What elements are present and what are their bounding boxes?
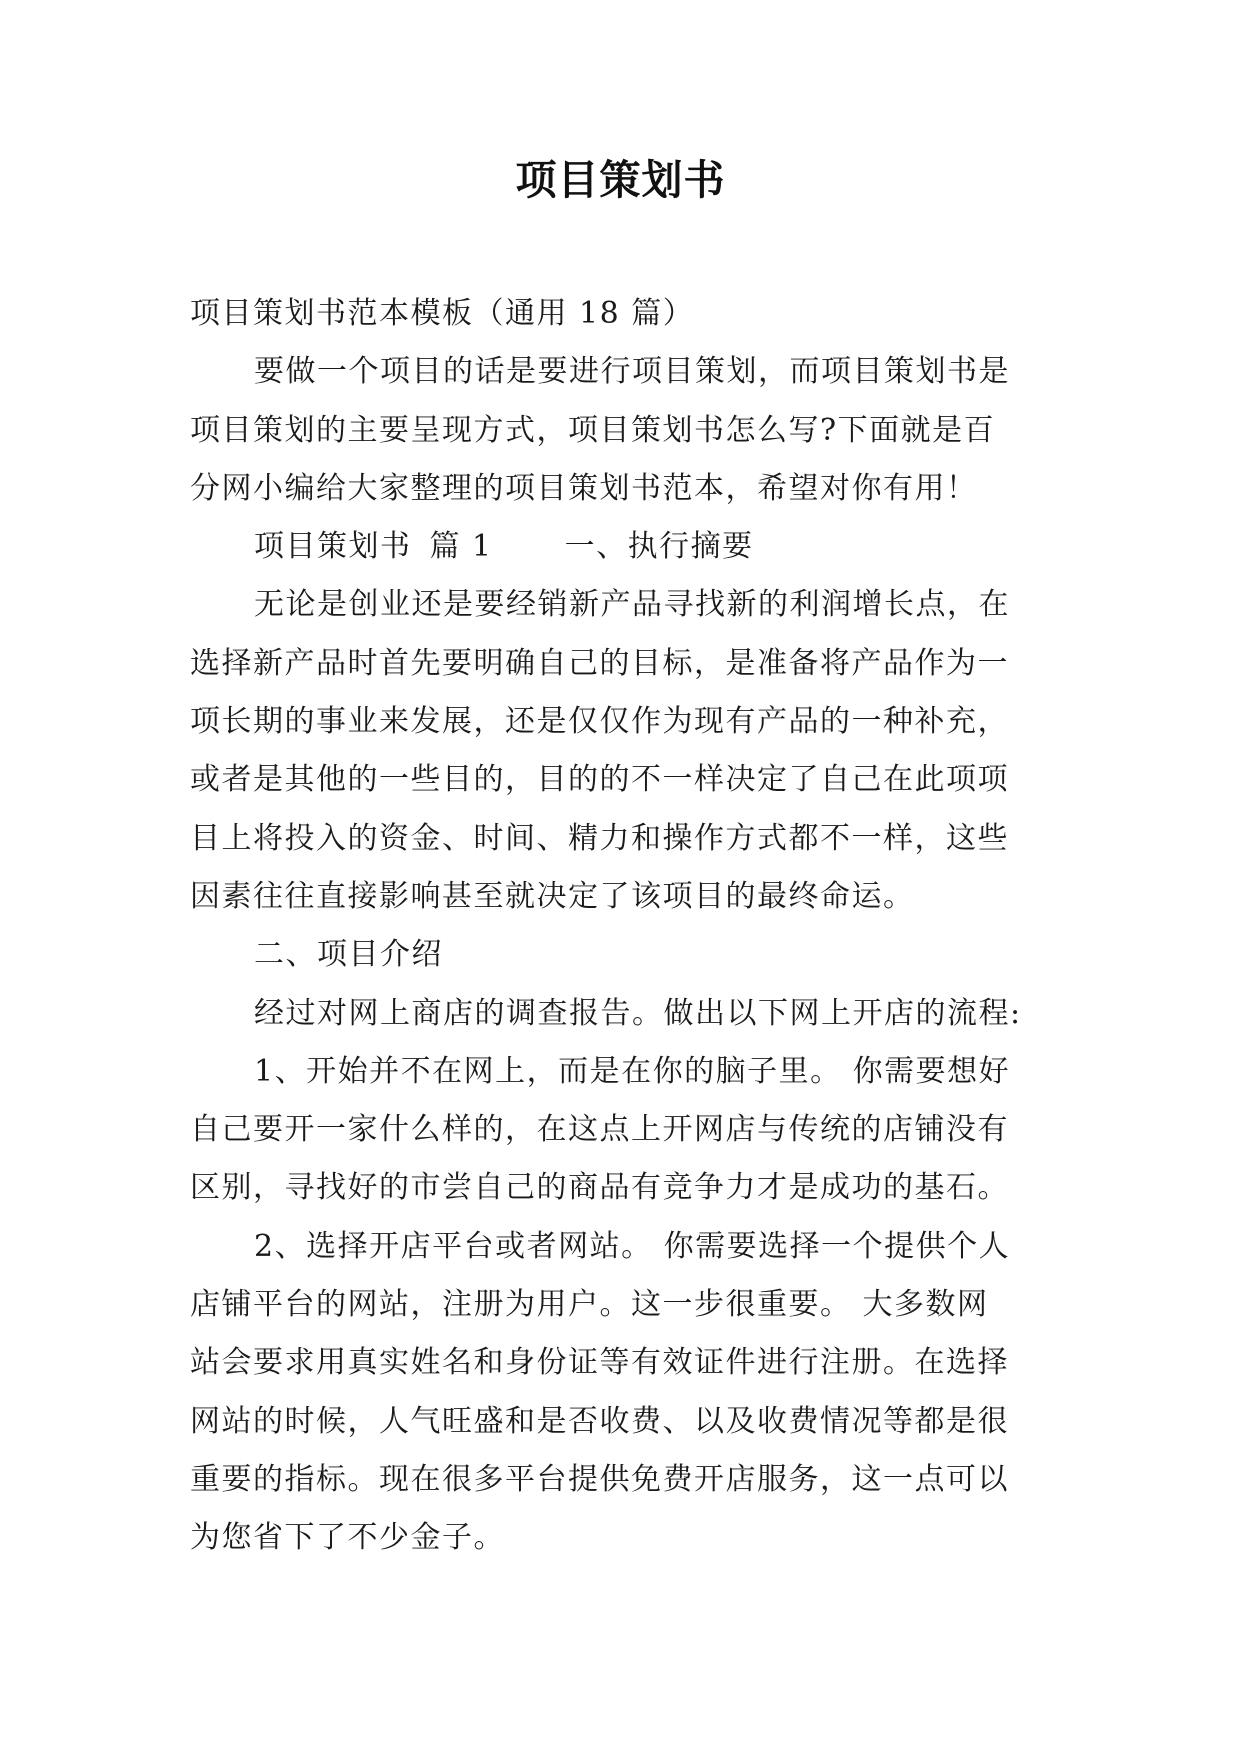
heading-part: 篇 1 <box>429 529 493 565</box>
paragraph-line: 经过对网上商店的调查报告。做出以下网上开店的流程: <box>254 995 1022 1031</box>
paragraph-line: 为您省下了不少金子。 <box>190 1520 505 1556</box>
heading-part: 项目策划书 <box>254 529 412 565</box>
paragraph-line: 或者是其他的一些目的，目的的不一样决定了自己在此项项 <box>190 762 1009 798</box>
heading-part: 一、执行摘要 <box>564 529 754 565</box>
paragraph-line: 要做一个项目的话是要进行项目策划，而项目策划书是 <box>254 354 1010 390</box>
paragraph-line: 1、开始并不在网上，而是在你的脑子里。 你需要想好 <box>254 1053 1011 1089</box>
paragraph-line: 重要的指标。现在很多平台提供免费开店服务，这一点可以 <box>190 1461 1009 1497</box>
paragraph-line: 站会要求用真实姓名和身份证等有效证件进行注册。在选择 <box>190 1345 1009 1381</box>
paragraph-line: 店铺平台的网站，注册为用户。这一步很重要。 大多数网 <box>190 1287 989 1323</box>
section-heading-line: 二、项目介绍 <box>254 937 443 973</box>
paragraph-line: 分网小编给大家整理的项目策划书范本，希望对你有用！ <box>190 470 978 506</box>
paragraph-line: 无论是创业还是要经销新产品寻找新的利润增长点，在 <box>254 587 1010 623</box>
section-heading-line <box>190 518 1060 576</box>
document-title: 项目策划书 <box>515 156 726 204</box>
paragraph-line: 网站的时候，人气旺盛和是否收费、以及收费情况等都是很 <box>190 1403 1009 1439</box>
paragraph-line: 选择新产品时首先要明确自己的目标，是准备将产品作为一 <box>190 645 1009 681</box>
document-body <box>190 285 1060 1568</box>
paragraph-line: 区别，寻找好的市尝自己的商品有竞争力才是成功的基石。 <box>190 1170 1009 1206</box>
paragraph-line: 因素往往直接影响甚至就决定了该项目的最终命运。 <box>190 878 915 914</box>
paragraph-line: 目上将投入的资金、时间、精力和操作方式都不一样，这些 <box>190 820 1009 856</box>
paragraph-line: 自己要开一家什么样的，在这点上开网店与传统的店铺没有 <box>190 1112 1009 1148</box>
paragraph-line: 项目策划的主要呈现方式，项目策划书怎么写?下面就是百 <box>190 412 996 448</box>
paragraph-line: 2、选择开店平台或者网站。 你需要选择一个提供个人 <box>254 1228 1011 1264</box>
paragraph-line: 项长期的事业来发展，还是仅仅作为现有产品的一种补充， <box>190 704 1009 740</box>
subtitle-line: 项目策划书范本模板（通用 18 篇） <box>190 296 695 331</box>
